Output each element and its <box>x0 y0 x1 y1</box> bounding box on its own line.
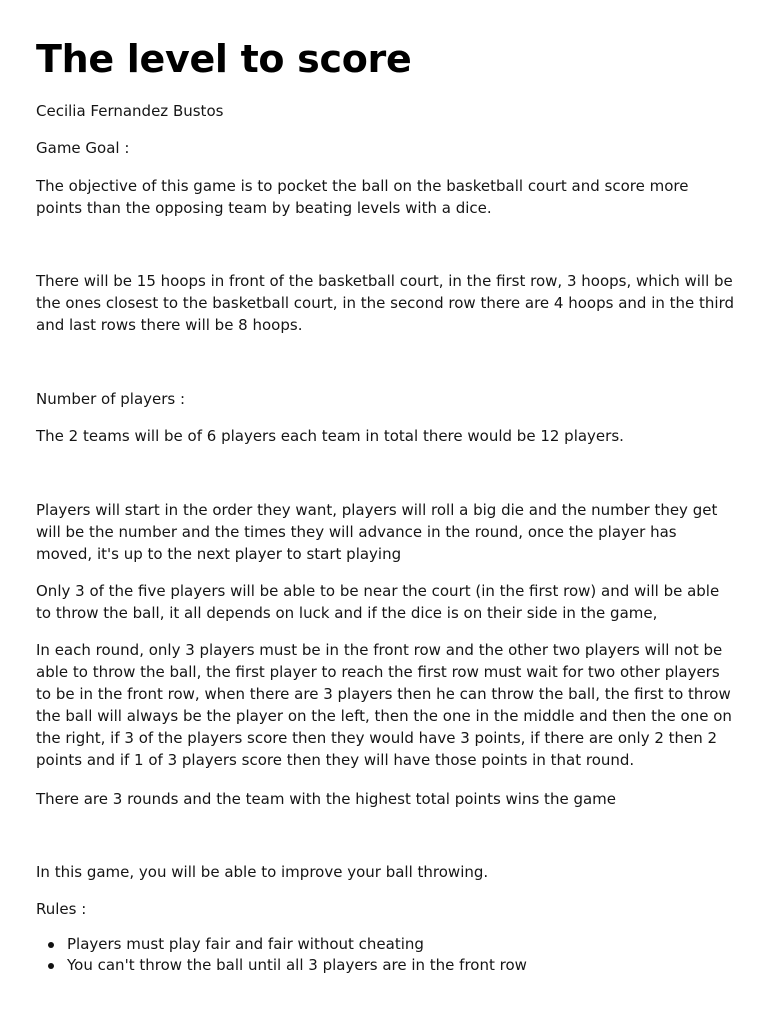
bullet-icon <box>48 942 54 948</box>
each-round-paragraph: In each round, only 3 players must be in the front row and the other two players will not be able to throw the ball, the first player to reach the first row must wait for two other players to be in the front row, when there are 3 players then he can throw the ball, the first to throw the ball will always be the player on the left, then the one in the middle and then the one on the right, if 3 of the players score then they would have 3 points, if there are only 2 then 2 points and if 1 of 3 players score then they will have those points in that round. <box>36 641 732 769</box>
rules-list-item <box>36 955 734 976</box>
game-goal-heading: Game Goal : <box>36 139 130 157</box>
bullet-icon <box>48 963 54 969</box>
objective-paragraph: The objective of this game is to pocket the ball on the basketball court and score more points than the opposing team by beating levels with a dice. <box>36 177 689 217</box>
rules-list <box>36 934 734 976</box>
start-order-paragraph: Players will start in the order they want, players will roll a big die and the number they get will be the number and the times they will advance in the round, once the player has moved, it's up to the next player to start playing <box>36 501 718 563</box>
author-name: Cecilia Fernandez Bustos <box>36 102 224 120</box>
rules-heading: Rules : <box>36 900 87 918</box>
rule-text: Players must play fair and fair without cheating <box>67 935 424 953</box>
rule-text: You can't throw the ball until all 3 players are in the front row <box>67 956 527 974</box>
improve-paragraph: In this game, you will be able to improve your ball throwing. <box>36 863 489 881</box>
document-title: The level to score <box>36 37 412 81</box>
rounds-paragraph: There are 3 rounds and the team with the highest total points wins the game <box>36 790 616 808</box>
near-court-paragraph: Only 3 of the five players will be able to be near the court (in the first row) and will be able to throw the ball, it all depends on luck and if the dice is on their side in the game, <box>36 582 720 622</box>
rules-list-item <box>36 934 734 955</box>
hoops-paragraph: There will be 15 hoops in front of the basketball court, in the first row, 3 hoops, which will be the ones closest to the basketball court, in the second row there are 4 hoops and in the third and last rows there will be 8 hoops. <box>36 272 735 334</box>
teams-paragraph: The 2 teams will be of 6 players each team in total there would be 12 players. <box>36 427 624 445</box>
players-heading: Number of players : <box>36 390 186 408</box>
